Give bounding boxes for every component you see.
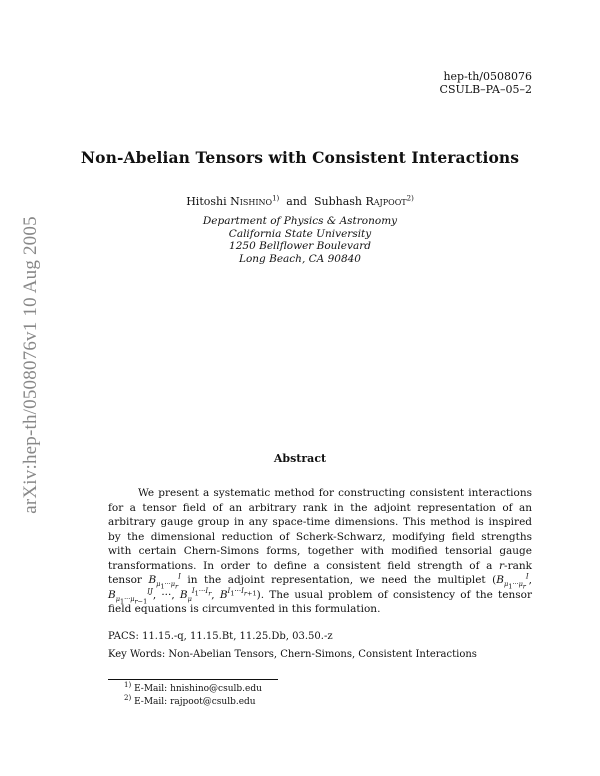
pacs-line: PACS: 11.15.-q, 11.15.Bt, 11.25.Db, 03.50.-z: [108, 631, 333, 642]
abstract-heading: Abstract: [273, 452, 327, 465]
author-2-footnote-mark: 2): [406, 194, 414, 203]
author-conjunction: and: [286, 195, 307, 208]
affiliation-university: California State University: [228, 227, 372, 240]
tensor-b-formula: $B_{\mu_1\cdot\cdot\cdot\mu_r}^I$: [148, 572, 181, 591]
keywords-line: Key Words: Non-Abelian Tensors, Chern-Simons, Consistent Interactions: [108, 649, 477, 660]
abstract-text-2: -rank tensor: [108, 559, 532, 586]
abstract-text-3: in the adjoint representation, we need the multiplet: [187, 574, 486, 586]
paper-title: Non-Abelian Tensors with Consistent Interactions: [80, 148, 520, 167]
footnote-2: [124, 694, 256, 707]
abstract-text-4: . The usual problem of consistency of the tensor field equations is circumvented in this formulation.: [108, 588, 532, 615]
affiliation-street: 1250 Bellflower Boulevard: [229, 240, 371, 252]
footnote-divider: [108, 679, 278, 680]
affiliation-city: Long Beach, CA 90840: [239, 252, 361, 265]
footnote-1: [124, 681, 262, 694]
author-2-given: Subhash: [313, 195, 362, 208]
affiliation-block: [0, 215, 600, 265]
rank-symbol: r: [499, 559, 505, 572]
author-1-footnote-mark: 1): [272, 194, 280, 203]
author-line: [0, 195, 600, 208]
footnote-2-mark: 2): [124, 694, 132, 702]
preprint-number: CSULB–PA–05–2: [439, 83, 532, 96]
footnote-1-mark: 1): [124, 681, 132, 689]
author-2-surname: Rajpoot: [365, 195, 407, 208]
author-1-given: Hitoshi: [186, 195, 227, 208]
author-1-surname: Nishino: [230, 195, 273, 208]
footnote-2-email: E-Mail: rajpoot@csulb.edu: [134, 697, 256, 707]
footnote-1-email: E-Mail: hnishino@csulb.edu: [134, 684, 262, 694]
arxiv-stamp-text: arXiv:hep-th/0508076v1 10 Aug 2005: [20, 216, 41, 514]
report-id: hep-th/0508076: [443, 70, 532, 83]
affiliation-department: Department of Physics & Astronomy: [202, 215, 398, 227]
abstract-body: [108, 486, 532, 617]
report-number-block: [440, 70, 532, 96]
abstract-text-1: We present a systematic method for constructing consistent interactions for a tensor field of an arbitrary rank in the adjoint representation of an arbitrary gauge group in any space-time dimensions. This method is inspired by the dimensional reduction of Scherk-Schwarz, modifying field strengths with certain Chern-Simons forms, together with modified tensorial gauge transformations. In order to define a consistent field strength of a: [108, 487, 532, 572]
multiplet-formula: ($B_{\mu_1\cdot\cdot\cdot\mu_r}^I$, $B_{\mu_1\cdot\cdot\cdot\mu_{r-1}}^{IJ}$, ···, $B_\mu^{I_1\cdot\cdot\cdot I_r}$, $B^{I_1\cdot\cdot\cdot I_{r+1}}$): [108, 572, 533, 605]
